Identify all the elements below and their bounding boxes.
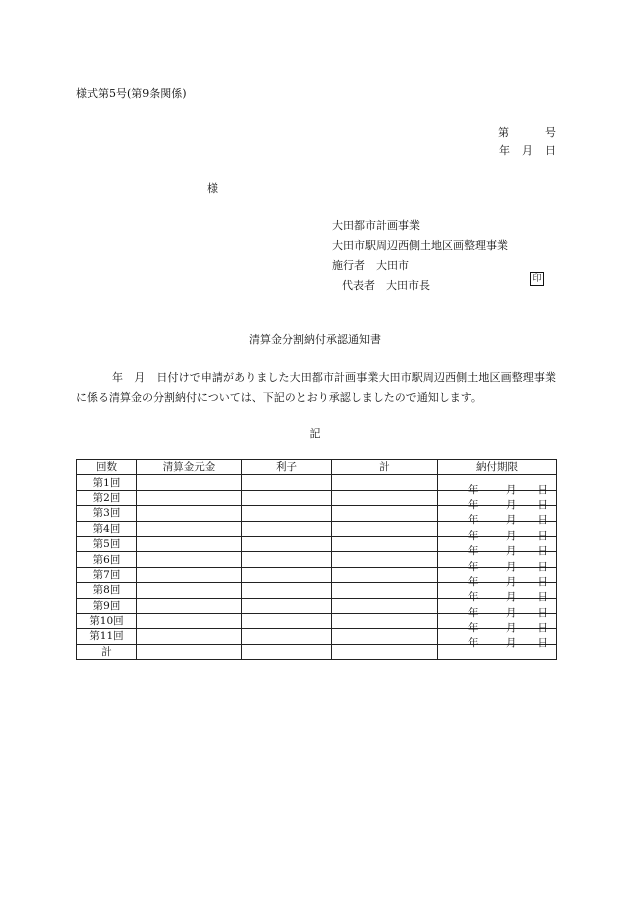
total-cell xyxy=(332,506,438,521)
sender-representative: 代表者 大田市長 xyxy=(342,279,430,292)
due-year: 年 xyxy=(468,483,479,496)
due-month: 月 xyxy=(506,560,517,573)
principal-cell xyxy=(137,598,242,613)
due-year: 年 xyxy=(468,622,479,635)
table-row xyxy=(77,567,557,582)
due-year: 年 xyxy=(468,560,479,573)
due-date-cell xyxy=(438,567,557,588)
due-date-cell xyxy=(438,598,557,619)
header-count: 回数 xyxy=(77,460,137,475)
row-label: 第9回 xyxy=(77,598,137,613)
interest-cell xyxy=(242,475,332,490)
principal-cell xyxy=(137,475,242,490)
table-row xyxy=(77,598,557,613)
row-label: 第7回 xyxy=(77,567,137,582)
document-number xyxy=(498,124,556,140)
interest-cell xyxy=(242,567,332,582)
seal-mark: 印 xyxy=(530,272,544,286)
due-day: 日 xyxy=(537,483,548,496)
total-cell xyxy=(332,567,438,582)
table-header-row xyxy=(77,460,557,475)
row-label: 第11回 xyxy=(77,629,137,644)
total-cell xyxy=(332,475,438,490)
total-cell xyxy=(332,536,438,551)
row-label: 第5回 xyxy=(77,536,137,551)
table-row xyxy=(77,521,557,536)
doc-number-prefix: 第 xyxy=(498,126,509,139)
due-date-cell xyxy=(438,629,557,650)
due-month: 月 xyxy=(506,622,517,635)
total-cell xyxy=(137,644,242,659)
interest-cell xyxy=(242,521,332,536)
total-cell xyxy=(332,629,438,644)
installment-table xyxy=(76,459,557,660)
table-row xyxy=(77,490,557,505)
due-day: 日 xyxy=(537,514,548,527)
due-month: 月 xyxy=(506,591,517,604)
header-due-date: 納付期限 xyxy=(438,460,557,475)
total-cell xyxy=(242,644,332,659)
document-title: 清算金分割納付承認通知書 xyxy=(249,333,381,346)
table-row xyxy=(77,506,557,521)
interest-cell xyxy=(242,629,332,644)
total-cell xyxy=(332,583,438,598)
table-row xyxy=(77,536,557,551)
doc-number-suffix: 号 xyxy=(545,126,556,139)
row-label: 第2回 xyxy=(77,490,137,505)
due-month: 月 xyxy=(506,498,517,511)
due-month: 月 xyxy=(506,545,517,558)
principal-cell xyxy=(137,613,242,628)
due-month: 月 xyxy=(506,606,517,619)
due-day: 日 xyxy=(537,622,548,635)
due-date-cell xyxy=(438,506,557,527)
table-row xyxy=(77,552,557,567)
due-year: 年 xyxy=(468,545,479,558)
principal-cell xyxy=(137,552,242,567)
due-year: 年 xyxy=(468,591,479,604)
row-label: 第3回 xyxy=(77,506,137,521)
due-day: 日 xyxy=(537,637,548,650)
sender-executor: 施行者 大田市 xyxy=(332,259,409,272)
due-day: 日 xyxy=(537,498,548,511)
due-date-cell xyxy=(438,475,557,496)
table-row xyxy=(77,475,557,490)
due-month: 月 xyxy=(506,483,517,496)
due-day: 日 xyxy=(537,606,548,619)
header-principal: 清算金元金 xyxy=(137,460,242,475)
due-day: 日 xyxy=(537,560,548,573)
doc-date-month: 月 xyxy=(522,144,533,157)
row-label: 第1回 xyxy=(77,475,137,490)
total-cell xyxy=(332,613,438,628)
due-date-cell xyxy=(438,552,557,573)
table-row xyxy=(77,583,557,598)
principal-cell xyxy=(137,490,242,505)
row-label: 第6回 xyxy=(77,552,137,567)
doc-date-year: 年 xyxy=(499,144,510,157)
principal-cell xyxy=(137,536,242,551)
total-cell xyxy=(332,552,438,567)
notice-body: 年 月 日付けで申請がありました大田都市計画事業大田市駅周辺西側土地区画整理事業に係る清算金の分割納付については、下記のとおり承認しましたので通知します。 xyxy=(76,371,556,404)
total-cell xyxy=(332,644,438,659)
interest-cell xyxy=(242,552,332,567)
principal-cell xyxy=(137,629,242,644)
principal-cell xyxy=(137,506,242,521)
sender-project: 大田都市計画事業 xyxy=(332,219,420,232)
principal-cell xyxy=(137,567,242,582)
due-month: 月 xyxy=(506,514,517,527)
due-month: 月 xyxy=(506,637,517,650)
due-year: 年 xyxy=(468,529,479,542)
table-row xyxy=(77,613,557,628)
ki-heading: 記 xyxy=(309,427,321,440)
row-label: 第8回 xyxy=(77,583,137,598)
sender-block xyxy=(332,216,508,296)
doc-date-day: 日 xyxy=(545,144,556,157)
due-month: 月 xyxy=(506,575,517,588)
row-label: 第10回 xyxy=(77,613,137,628)
due-day: 日 xyxy=(537,575,548,588)
due-month: 月 xyxy=(506,529,517,542)
due-year: 年 xyxy=(468,637,479,650)
document-date xyxy=(499,142,556,158)
interest-cell xyxy=(242,506,332,521)
total-row xyxy=(77,644,557,659)
due-date-cell xyxy=(438,583,557,604)
row-label: 第4回 xyxy=(77,521,137,536)
due-year: 年 xyxy=(468,575,479,588)
interest-cell xyxy=(242,536,332,551)
due-date-cell xyxy=(438,490,557,511)
total-label: 計 xyxy=(77,644,137,659)
header-interest: 利子 xyxy=(242,460,332,475)
due-date-cell xyxy=(438,521,557,542)
due-day: 日 xyxy=(537,545,548,558)
due-date-cell xyxy=(438,536,557,558)
principal-cell xyxy=(137,583,242,598)
interest-cell xyxy=(242,583,332,598)
total-cell xyxy=(332,521,438,536)
due-year: 年 xyxy=(468,514,479,527)
due-day: 日 xyxy=(537,529,548,542)
interest-cell xyxy=(242,613,332,628)
due-year: 年 xyxy=(468,606,479,619)
due-day: 日 xyxy=(537,591,548,604)
addressee-suffix: 様 xyxy=(207,182,218,195)
interest-cell xyxy=(242,490,332,505)
total-cell xyxy=(332,598,438,613)
due-year: 年 xyxy=(468,498,479,511)
header-total: 計 xyxy=(332,460,438,475)
total-cell xyxy=(332,490,438,505)
sender-subproject: 大田市駅周辺西側土地区画整理事業 xyxy=(332,239,508,252)
form-label: 様式第5号(第9条関係) xyxy=(76,87,187,100)
due-date-cell xyxy=(438,613,557,635)
principal-cell xyxy=(137,521,242,536)
interest-cell xyxy=(242,598,332,613)
table-row xyxy=(77,629,557,644)
